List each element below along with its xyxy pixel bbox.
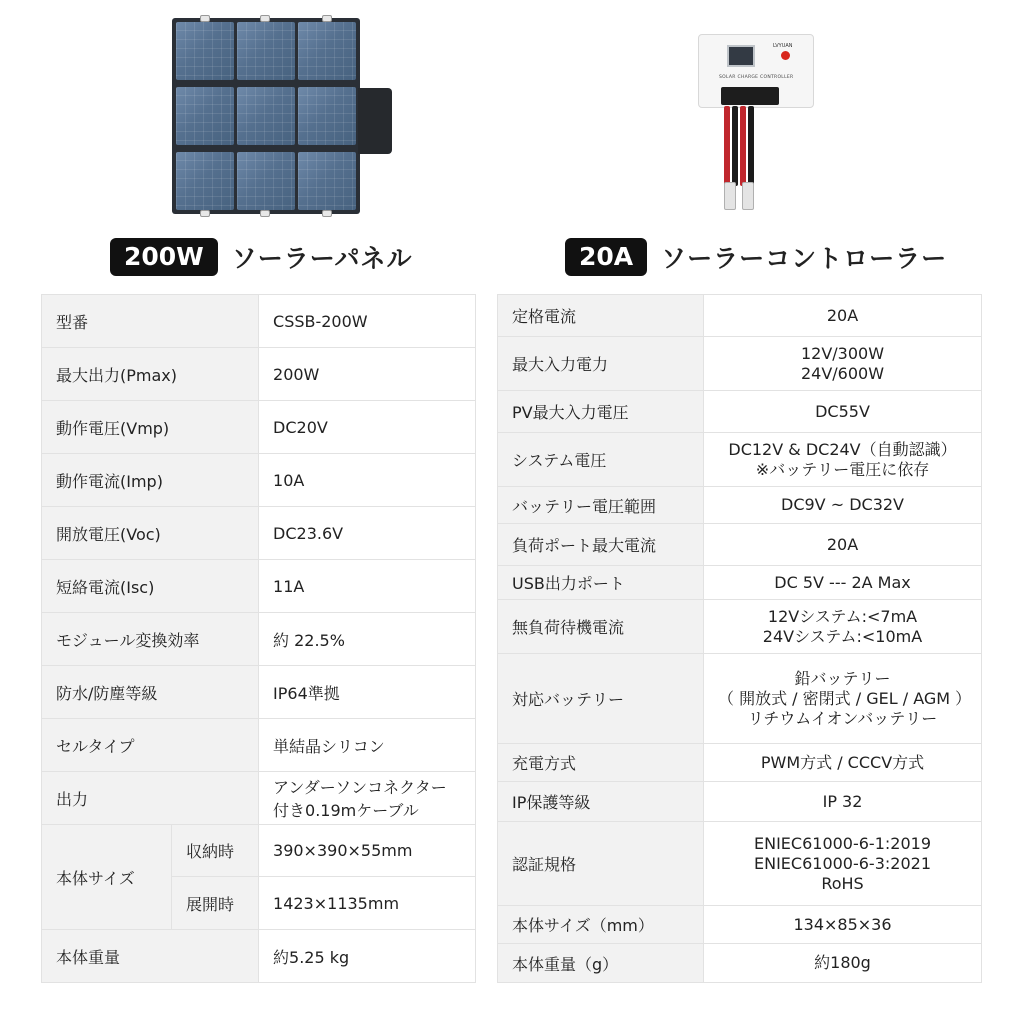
spec-value-line: DC12V & DC24V（自動認識） — [728, 439, 957, 459]
spec-label: 本体重量（g） — [498, 944, 704, 983]
spec-label: IP保護等級 — [498, 782, 704, 822]
spec-value-line: PWM方式 / CCCV方式 — [760, 752, 925, 772]
table-row — [42, 295, 476, 348]
spec-value: 約 22.5% — [259, 613, 476, 666]
spec-value — [704, 337, 982, 391]
spec-value-line: ※バッテリー電圧に依存 — [755, 459, 930, 479]
spec-value — [704, 433, 982, 487]
table-row — [498, 944, 982, 983]
spec-value: 200W — [259, 348, 476, 401]
spec-label: 本体サイズ（mm） — [498, 906, 704, 944]
spec-value: 10A — [259, 454, 476, 507]
controller-spec-table — [497, 294, 982, 983]
spec-label: システム電圧 — [498, 433, 704, 487]
table-row — [42, 719, 476, 772]
charge-controller-image — [698, 30, 814, 214]
spec-value-line: DC 5V --- 2A Max — [774, 572, 911, 592]
spec-value: DC23.6V — [259, 507, 476, 560]
spec-sublabel: 展開時 — [172, 877, 259, 930]
table-row — [42, 507, 476, 560]
spec-label: 無負荷待機電流 — [498, 600, 704, 654]
spec-label: PV最大入力電圧 — [498, 391, 704, 433]
spec-label: 型番 — [42, 295, 259, 348]
spec-label: 本体重量 — [42, 930, 259, 983]
table-row — [42, 825, 476, 877]
spec-value-line: DC9V ~ DC32V — [781, 495, 904, 514]
table-row — [42, 613, 476, 666]
spec-label: 本体サイズ — [42, 825, 172, 930]
controller-heading — [565, 238, 947, 276]
spec-label: 認証規格 — [498, 822, 704, 906]
table-row — [498, 782, 982, 822]
spec-label: バッテリー電圧範囲 — [498, 487, 704, 524]
panel-wattage-badge: 200W — [110, 238, 218, 276]
spec-value — [704, 391, 982, 433]
table-row — [42, 560, 476, 613]
spec-label: 対応バッテリー — [498, 654, 704, 744]
table-row — [42, 930, 476, 983]
spec-value — [704, 822, 982, 906]
spec-label: セルタイプ — [42, 719, 259, 772]
spec-value — [704, 906, 982, 944]
spec-value-line: 24Vシステム:<10mA — [762, 626, 923, 646]
spec-label: USB出力ポート — [498, 566, 704, 600]
spec-value-line: ENIEC61000-6-1:2019 — [754, 833, 931, 853]
spec-label: 出力 — [42, 772, 259, 825]
table-row — [498, 391, 982, 433]
spec-value — [259, 772, 476, 825]
spec-value-line: リチウムイオンバッテリー — [747, 708, 938, 728]
spec-value: 390×390×55mm — [259, 825, 476, 877]
spec-value-line: IP 32 — [822, 791, 863, 811]
spec-label: 充電方式 — [498, 744, 704, 782]
spec-value: IP64準拠 — [259, 666, 476, 719]
table-row — [498, 906, 982, 944]
spec-label: モジュール変換効率 — [42, 613, 259, 666]
spec-label: 負荷ポート最大電流 — [498, 524, 704, 566]
spec-value-line: 20A — [826, 534, 859, 554]
table-row — [498, 433, 982, 487]
spec-label: 防水/防塵等級 — [42, 666, 259, 719]
controller-device-label: SOLAR CHARGE CONTROLLER — [719, 75, 794, 80]
spec-value-line: 12Vシステム:<7mA — [767, 606, 918, 626]
spec-sublabel: 収納時 — [172, 825, 259, 877]
spec-value — [704, 295, 982, 337]
table-row — [42, 666, 476, 719]
spec-label: 開放電圧(Voc) — [42, 507, 259, 560]
table-row — [498, 822, 982, 906]
spec-value-line: アンダーソンコネクター — [273, 778, 447, 797]
panel-heading — [110, 238, 413, 276]
spec-value-line: （ 開放式 / 密閉式 / GEL / AGM ） — [718, 688, 972, 708]
panel-spec-table — [41, 294, 476, 983]
table-row — [42, 454, 476, 507]
spec-value-line: 20A — [826, 305, 859, 325]
solar-panel-image — [172, 18, 392, 216]
spec-label: 最大入力電力 — [498, 337, 704, 391]
table-row — [498, 654, 982, 744]
spec-value-line: ENIEC61000-6-3:2021 — [754, 853, 931, 873]
spec-label: 動作電流(Imp) — [42, 454, 259, 507]
spec-value-line: 134×85×36 — [793, 914, 892, 934]
panel-title: ソーラーパネル — [231, 244, 413, 273]
spec-value: 1423×1135mm — [259, 877, 476, 930]
table-row — [42, 401, 476, 454]
spec-label: 定格電流 — [498, 295, 704, 337]
spec-label: 最大出力(Pmax) — [42, 348, 259, 401]
spec-value-line: 12V/300W — [800, 343, 885, 363]
table-row — [42, 772, 476, 825]
table-row — [42, 348, 476, 401]
spec-value — [704, 600, 982, 654]
spec-value: CSSB-200W — [259, 295, 476, 348]
spec-value-line: 約180g — [814, 953, 871, 972]
spec-value-line: 付き0.19mケーブル — [273, 801, 419, 820]
controller-title: ソーラーコントローラー — [661, 244, 948, 273]
spec-value — [704, 944, 982, 983]
spec-value: DC20V — [259, 401, 476, 454]
spec-value — [704, 744, 982, 782]
spec-value: 約5.25 kg — [259, 930, 476, 983]
table-row — [498, 600, 982, 654]
controller-current-badge: 20A — [565, 238, 647, 276]
spec-value: 単結晶シリコン — [259, 719, 476, 772]
spec-value — [704, 782, 982, 822]
table-row — [498, 524, 982, 566]
spec-label: 動作電圧(Vmp) — [42, 401, 259, 454]
table-row — [498, 487, 982, 524]
table-row — [498, 337, 982, 391]
table-row — [498, 295, 982, 337]
table-row — [498, 744, 982, 782]
spec-value — [704, 487, 982, 524]
spec-value — [704, 566, 982, 600]
controller-brand-label: LVYUAN — [773, 43, 793, 49]
spec-value-line: DC55V — [815, 401, 870, 421]
table-row — [498, 566, 982, 600]
spec-value: 11A — [259, 560, 476, 613]
spec-value — [704, 654, 982, 744]
spec-value-line: RoHS — [821, 873, 864, 893]
spec-value-line: 24V/600W — [800, 363, 885, 383]
spec-value-line: 鉛バッテリー — [794, 668, 891, 688]
spec-label: 短絡電流(Isc) — [42, 560, 259, 613]
spec-value — [704, 524, 982, 566]
